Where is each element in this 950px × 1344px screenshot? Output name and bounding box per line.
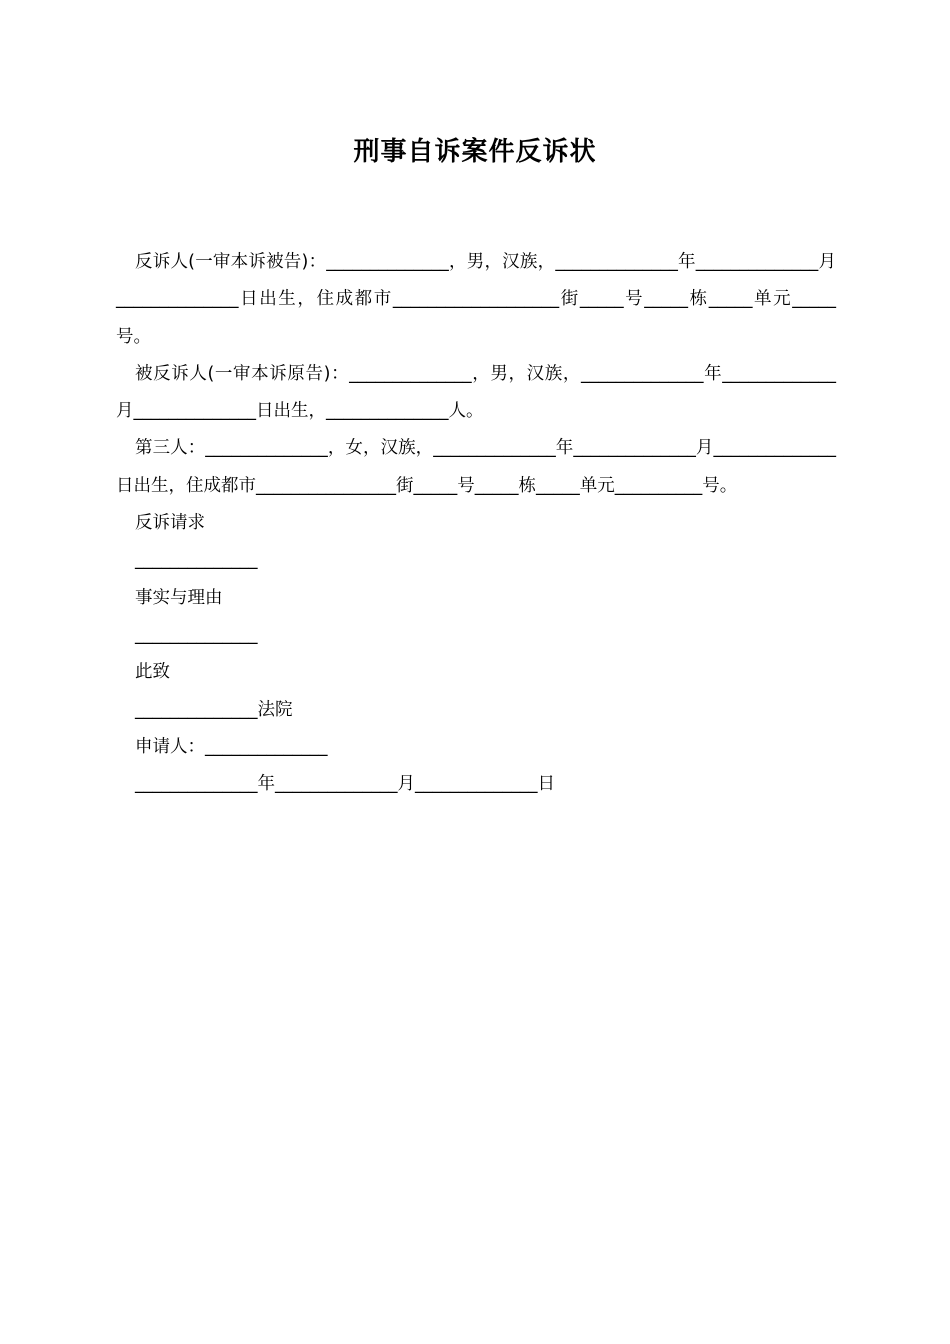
- counter-defendant-info: 被反诉人(一审本诉原告)：______________，男，汉族，______________年_____________月______________日出生，______________人。: [116, 363, 836, 422]
- facts-reasons-blank: ______________: [135, 624, 258, 645]
- facts-reasons-heading: 事实与理由: [135, 587, 223, 608]
- court-line: ______________法院: [135, 699, 293, 720]
- counterclaim-blank: ______________: [135, 550, 258, 571]
- salutation: 此致: [135, 662, 170, 683]
- applicant-line: 申请人：______________: [135, 736, 328, 757]
- document-body: [116, 244, 836, 803]
- date-line: ______________年______________月______________日: [135, 774, 555, 795]
- document-title: 刑事自诉案件反诉状: [353, 137, 597, 167]
- third-party-info: 第三人：______________，女，汉族，______________年______________月______________日出生，住成都市________________街_____号_____栋_____单元__________号。: [116, 438, 836, 496]
- counter-plaintiff-info: 反诉人(一审本诉被告)：______________，男，汉族，______________年______________月______________日出生，住成都市___________________街_____号_____栋_____单元_____号。: [116, 252, 836, 347]
- counterclaim-heading: 反诉请求: [135, 513, 205, 534]
